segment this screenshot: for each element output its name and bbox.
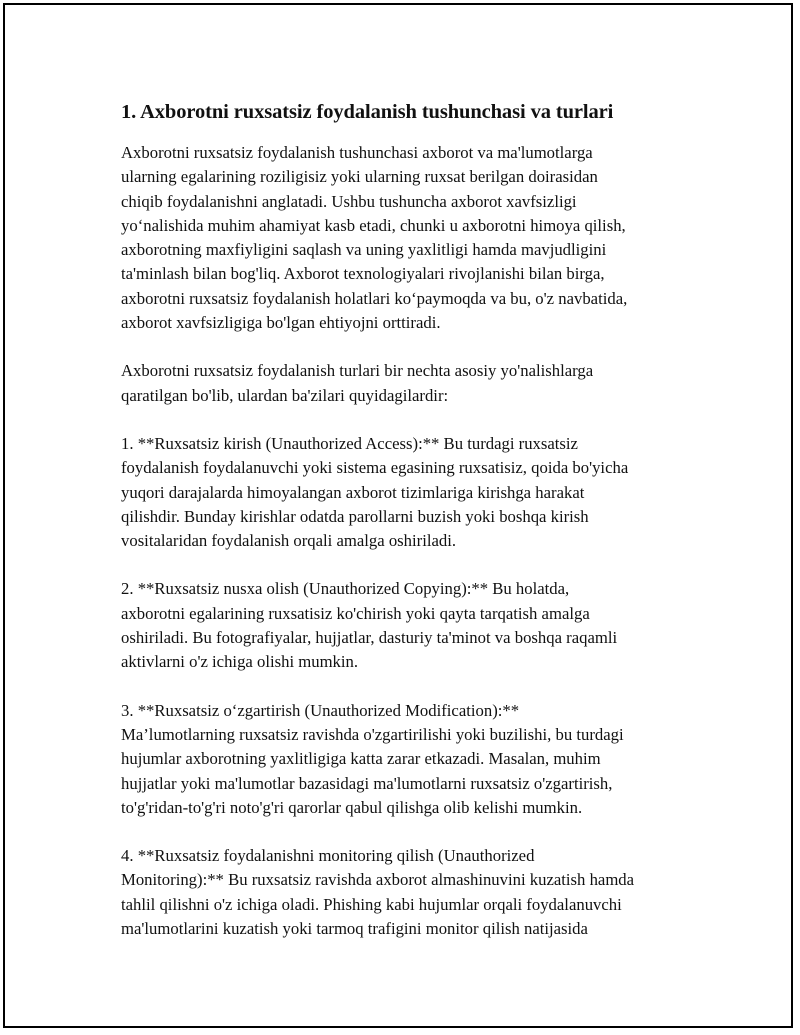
paragraph-unauthorized-copying: 2. **Ruxsatsiz nusxa olish (Unauthorized Copying):** Bu holatda, axborotni egalarining ruxsatisiz ko'chirish yoki qayta tarqatish amalga oshiriladi. Bu fotografiyalar, hujjatlar, dasturiy ta'minot va boshqa raqamli aktivlarni o'z ichiga olishi mumkin. [121,579,618,672]
section-heading: 1. Axborotni ruxsatsiz foydalanish tushunchasi va turlari [121,101,614,123]
paragraph-types-intro: Axborotni ruxsatsiz foydalanish turlari bir nechta asosiy yo'nalishlarga qaratilgan bo'lib, ulardan ba'zilari quyidagilardir: [121,361,594,405]
paragraph-unauthorized-access: 1. **Ruxsatsiz kirish (Unauthorized Access):** Bu turdagi ruxsatsiz foydalanish foydalanuvchi yoki sistema egasining ruxsatisiz, qoida bo'yicha yuqori darajalarda himoyalangan axborot tizimlariga kirishga harakat qilishdir. Bunday kirishlar odatda parollarni buzish yoki boshqa kirish vositalaridan foydalanish orqali amalga oshiriladi. [121,433,629,551]
document-page [3,3,793,1028]
paragraph-intro: Axborotni ruxsatsiz foydalanish tushunchasi axborot va ma'lumotlarga ularning egalarining roziligisiz yoki ularning ruxsat berilgan doirasidan chiqib foydalanishni anglatadi. Ushbu tushuncha axborot xavfsizligi yo‘nalishida muhim ahamiyat kasb etadi, chunki u axborotni himoya qilish, axborotning maxfiyligini saqlash va uning yaxlitligi hamda mavjudligini ta'minlash bilan bog'liq. Axborot texnologiyalari rivojlanishi bilan birga, axborotni ruxsatsiz foydalanish holatlari ko‘paymoqda va bu, o'z navbatida, axborot xavfsizligiga bo'lgan ehtiyojni orttiradi. [121,143,628,333]
document-body [121,99,701,965]
paragraph-unauthorized-modification: 3. **Ruxsatsiz o‘zgartirish (Unauthorized Modification):** Ma’lumotlarning ruxsatsiz ravishda o'zgartirilishi yoki buzilishi, bu turdagi hujumlar axborotning yaxlitligiga katta zarar etkazadi. Masalan, muhim hujjatlar yoki ma'lumotlar bazasidagi ma'lumotlarni ruxsatsiz o'zgartirish, to'g'ridan-to'g'ri noto'g'ri qarorlar qabul qilishga olib kelishi mumkin. [121,700,624,817]
paragraph-unauthorized-monitoring: 4. **Ruxsatsiz foydalanishni monitoring qilish (Unauthorized Monitoring):** Bu ruxsatsiz ravishda axborot almashinuvini kuzatish hamda tahlil qilishni o'z ichiga oladi. Phishing kabi hujumlar orqali foydalanuvchi ma'lumotlarini kuzatish yoki tarmoq trafigini monitor qilish natijasida [121,846,635,939]
